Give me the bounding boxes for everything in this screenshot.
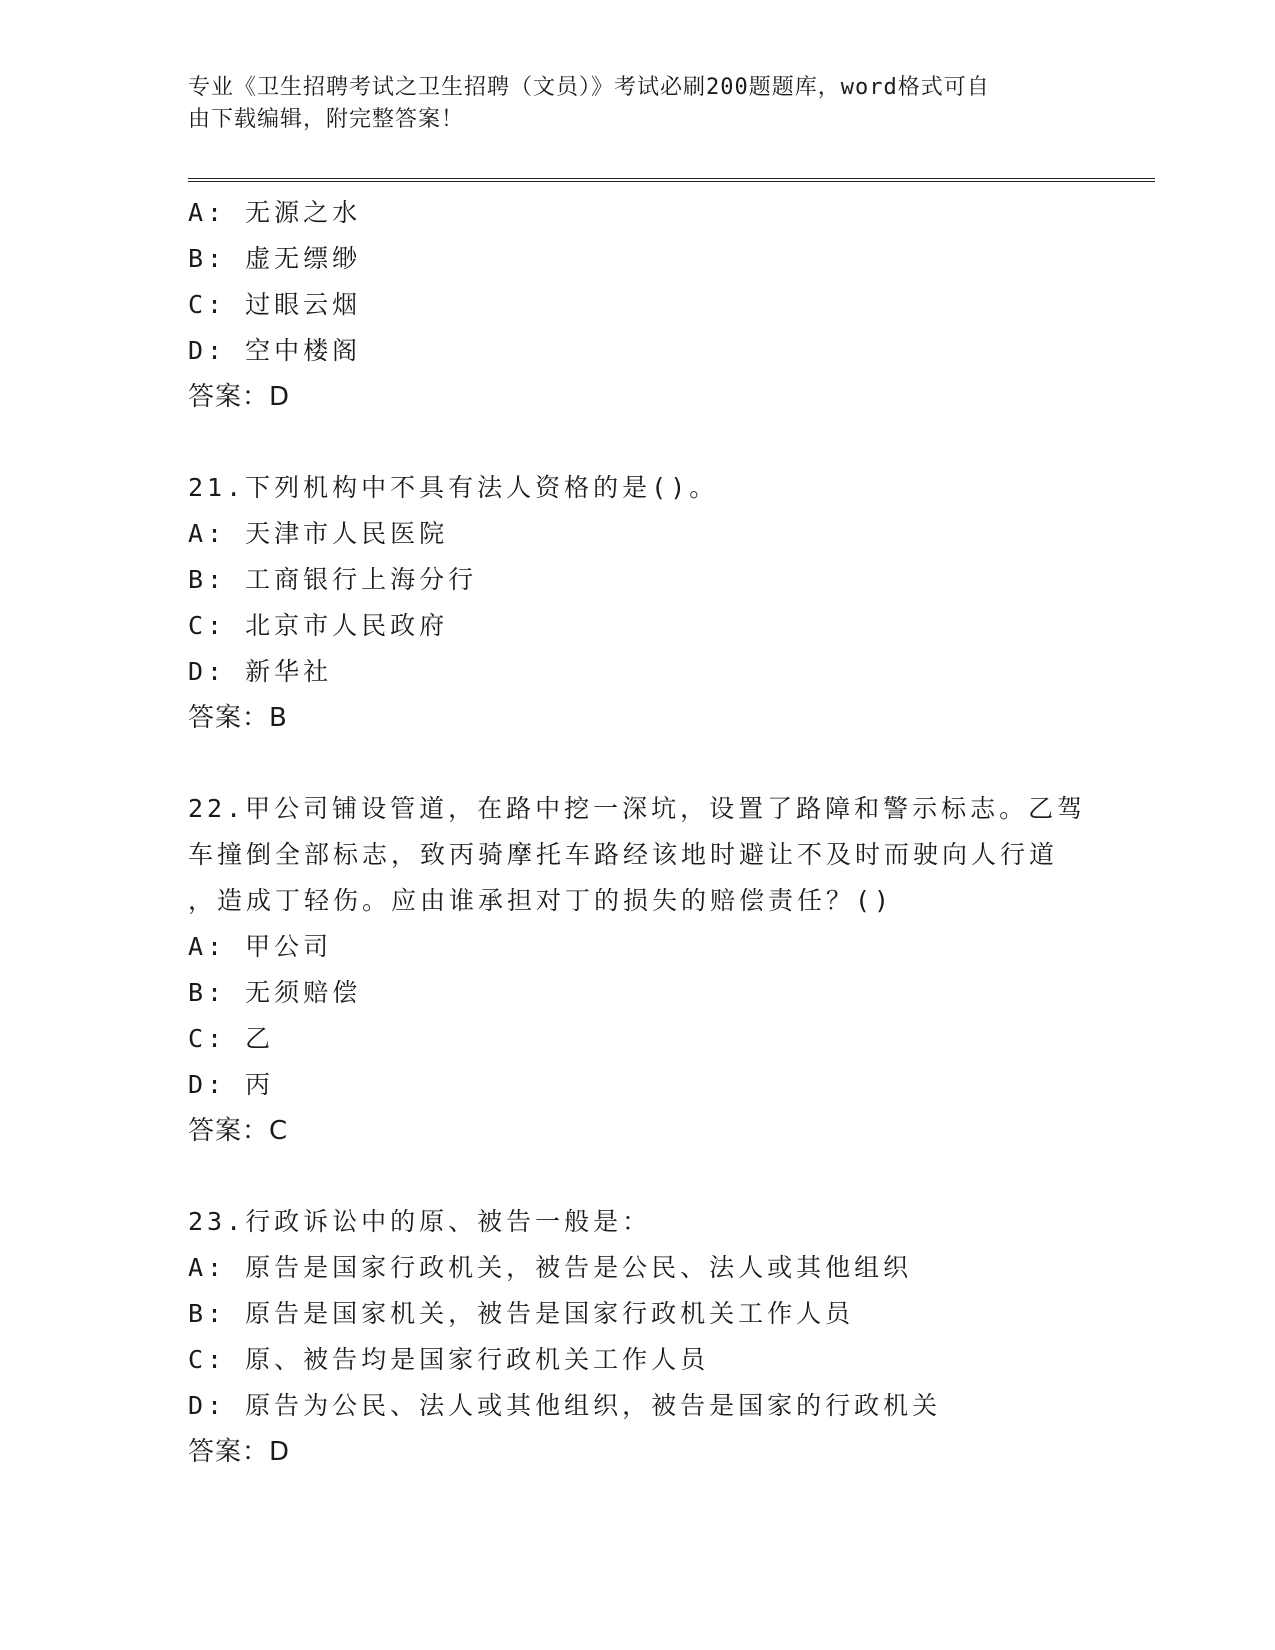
- option-a: A: 原告是国家行政机关，被告是公民、法人或其他组织: [188, 1253, 913, 1282]
- option-c: C: 北京市人民政府: [188, 611, 449, 640]
- question-text-line-2: 车撞倒全部标志，致丙骑摩托车路经该地时避让不及时而驶向人行道: [188, 840, 1059, 869]
- option-b: B: 虚无缥缈: [188, 244, 362, 273]
- answer: 答案：D: [188, 1437, 291, 1467]
- question-list: [188, 190, 1148, 1475]
- document-header: [188, 72, 1068, 136]
- header-line-2: 由下载编辑，附完整答案！: [188, 107, 465, 132]
- option-b: B: 工商银行上海分行: [188, 565, 478, 594]
- header-divider: [188, 178, 1155, 182]
- question-text-line-1: 22.甲公司铺设管道，在路中挖一深坑，设置了路障和警示标志。乙驾: [188, 794, 1087, 823]
- question-text-line-3: ，造成丁轻伤。应由谁承担对丁的损失的赔偿责任？(): [188, 886, 894, 915]
- option-b: B: 原告是国家机关，被告是国家行政机关工作人员: [188, 1299, 855, 1328]
- answer: 答案：C: [188, 1116, 289, 1146]
- option-d: D: 丙: [188, 1070, 275, 1099]
- header-line-1: 专业《卫生招聘考试之卫生招聘（文员）》考试必刷200题题库，word格式可自: [188, 75, 990, 100]
- option-c: C: 乙: [188, 1024, 275, 1053]
- question-23: [188, 1199, 1148, 1475]
- question-text: 21.下列机构中不具有法人资格的是()。: [188, 473, 719, 502]
- answer: 答案：B: [188, 703, 288, 733]
- question-text: 23.行政诉讼中的原、被告一般是：: [188, 1207, 652, 1236]
- option-c: C: 原、被告均是国家行政机关工作人员: [188, 1345, 710, 1374]
- option-a: A: 甲公司: [188, 932, 333, 961]
- option-d: D: 空中楼阁: [188, 336, 362, 365]
- option-a: A: 无源之水: [188, 198, 362, 227]
- question-20: [188, 190, 1148, 420]
- option-c: C: 过眼云烟: [188, 290, 362, 319]
- option-d: D: 新华社: [188, 657, 333, 686]
- question-22: [188, 786, 1148, 1154]
- option-a: A: 天津市人民医院: [188, 519, 449, 548]
- question-21: [188, 465, 1148, 741]
- option-d: D: 原告为公民、法人或其他组织，被告是国家的行政机关: [188, 1391, 942, 1420]
- option-b: B: 无须赔偿: [188, 978, 362, 1007]
- answer: 答案：D: [188, 382, 291, 412]
